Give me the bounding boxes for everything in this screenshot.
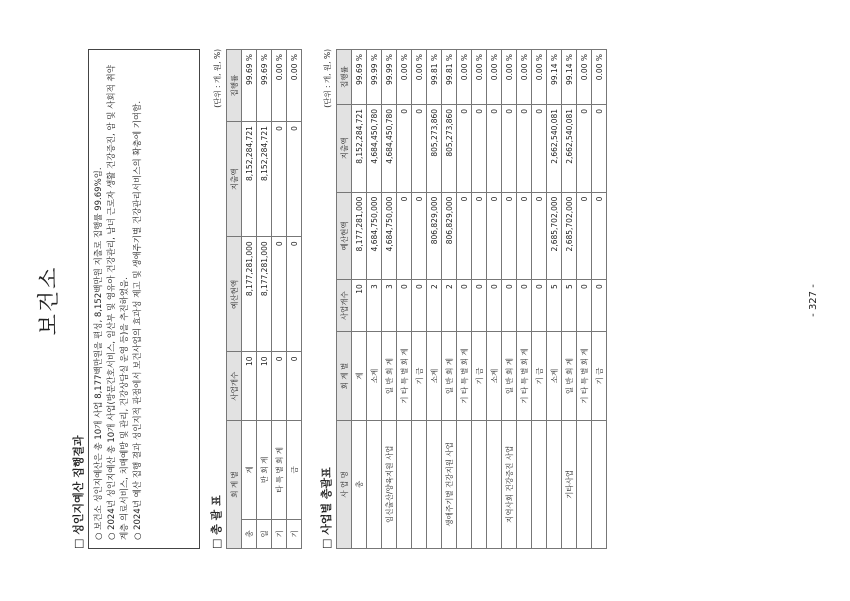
- table-cell: 4,684,450,780: [367, 104, 382, 192]
- table-cell: 8,152,284,721: [352, 104, 367, 192]
- table-row: [472, 50, 487, 549]
- table-cell: 소계: [367, 332, 382, 420]
- table-cell: 0: [502, 104, 517, 192]
- table-row: [412, 50, 427, 549]
- header-expenditure: 지출액: [337, 104, 352, 192]
- table-cell: 2: [442, 280, 457, 332]
- table-cell: 계: [242, 420, 257, 519]
- table-cell: 8,177,281,000: [352, 192, 367, 280]
- header-rate: 집행률: [227, 50, 242, 122]
- table-cell: 99.69 %: [352, 50, 367, 105]
- table-row: [562, 50, 577, 549]
- table-cell: 0: [577, 104, 592, 192]
- table-cell: 4,684,750,000: [382, 192, 397, 280]
- table-cell: 0.00 %: [532, 50, 547, 105]
- table-cell: 5: [547, 280, 562, 332]
- table-cell: 0: [502, 280, 517, 332]
- table-cell: 8,177,281,000: [242, 237, 257, 352]
- table-cell: 99.81 %: [442, 50, 457, 105]
- table-cell: 99.99 %: [367, 50, 382, 105]
- table-cell: 0: [287, 122, 302, 237]
- table-cell: 0: [487, 280, 502, 332]
- table-header-row: [337, 50, 352, 549]
- table-cell: 0.00 %: [457, 50, 472, 105]
- table-cell: 0: [592, 104, 607, 192]
- header-count: 사업개수: [227, 352, 242, 420]
- table-cell: 반 회 계: [257, 420, 272, 519]
- table-cell: 0: [592, 280, 607, 332]
- table-row: [442, 50, 457, 549]
- table-cell: 일: [257, 519, 272, 548]
- table-cell: 3: [382, 280, 397, 332]
- table-row: [242, 50, 257, 549]
- table-cell: 소계: [427, 332, 442, 420]
- table-cell: 기 타 특 별 회 계: [517, 332, 532, 420]
- table-cell: 8,152,284,721: [257, 122, 272, 237]
- table-cell: 2: [427, 280, 442, 332]
- summary-bullet: ○ 2024년 예산 집행 결과 성인지적 관점에서 보건사업의 효과성 제고 및 생애주기별 건강관리서비스의 확충에 기여함.: [133, 100, 143, 540]
- table-cell: 0.00 %: [487, 50, 502, 105]
- table-cell: 총: [352, 420, 367, 548]
- header-rate: 집행률: [337, 50, 352, 105]
- table-cell: 806,829,000: [427, 192, 442, 280]
- table-cell: 0.00 %: [472, 50, 487, 105]
- table-cell: 0: [457, 192, 472, 280]
- table-cell: 기: [272, 519, 287, 548]
- header-budget: 예산현액: [337, 192, 352, 280]
- table-cell: 3: [367, 280, 382, 332]
- table-cell: 0: [472, 192, 487, 280]
- table-cell: [367, 420, 382, 548]
- table-cell: 타 특 별 회 계: [272, 420, 287, 519]
- project-table: [336, 49, 607, 549]
- table-cell: 4,684,750,000: [367, 192, 382, 280]
- projects-unit-label: (단위 : 개, 원, %): [323, 49, 332, 108]
- table-cell: 10: [242, 352, 257, 420]
- table-cell: 금: [287, 420, 302, 519]
- table-row: [547, 50, 562, 549]
- table-cell: [517, 420, 532, 548]
- table-cell: 계: [352, 332, 367, 420]
- table-row: [272, 50, 287, 549]
- table-cell: [427, 420, 442, 548]
- table-cell: 0: [517, 192, 532, 280]
- table-cell: 99.81 %: [427, 50, 442, 105]
- section-heading-projects: □ 사업별 총괄표: [320, 467, 333, 549]
- table-cell: [547, 420, 562, 548]
- table-cell: 0: [517, 280, 532, 332]
- table-row: [532, 50, 547, 549]
- table-row: [577, 50, 592, 549]
- table-cell: 0.00 %: [412, 50, 427, 105]
- table-cell: 8,152,284,721: [242, 122, 257, 237]
- table-cell: 0.00 %: [397, 50, 412, 105]
- summary-bullet: ○ 2024년 성인지예산 총 10개 사업(방문간호서비스, 임산부 및 영유아 건강관리, 남녀 근로자 생활 건강증진, 암 및 사회적 취약계층 의료서비스, 치매예방 및 관리, 건강상담실 운영 등)을 추진하였음.: [107, 65, 130, 540]
- table-cell: 지역사회 건강증진 사업: [502, 420, 517, 548]
- table-cell: 기 금: [532, 332, 547, 420]
- table-cell: 0.00 %: [502, 50, 517, 105]
- table-cell: 기타사업: [562, 420, 577, 548]
- table-cell: 0.00 %: [577, 50, 592, 105]
- table-cell: 0: [472, 280, 487, 332]
- table-row: [592, 50, 607, 549]
- table-cell: 0: [397, 192, 412, 280]
- table-row: [487, 50, 502, 549]
- table-cell: 4,684,450,780: [382, 104, 397, 192]
- table-cell: 기 타 특 별 회 계: [397, 332, 412, 420]
- table-cell: 0: [397, 280, 412, 332]
- table-cell: 806,829,000: [442, 192, 457, 280]
- header-project: 사 업 명: [337, 420, 352, 548]
- table-cell: 총: [242, 519, 257, 548]
- table-row: [352, 50, 367, 549]
- table-cell: 기 금: [592, 332, 607, 420]
- table-cell: [592, 420, 607, 548]
- table-cell: 0: [457, 280, 472, 332]
- table-cell: 99.69 %: [242, 50, 257, 122]
- table-row: [517, 50, 532, 549]
- table-cell: 0: [412, 192, 427, 280]
- table-cell: 기 타 특 별 회 계: [577, 332, 592, 420]
- table-cell: 0.00 %: [272, 50, 287, 122]
- table-cell: 0: [592, 192, 607, 280]
- table-cell: [532, 420, 547, 548]
- summary-bullet: ○ 보건소 성인지예산은 총 10개 사업 8,177백만원을 편성, 8,152백만원 지출로 집행률 99.69%임.: [94, 167, 104, 540]
- header-account: 회 계 별: [227, 420, 242, 548]
- page-title: 보건소: [37, 265, 62, 336]
- table-cell: 0: [287, 237, 302, 352]
- page-number: - 327 -: [808, 284, 819, 317]
- table-cell: 99.69 %: [257, 50, 272, 122]
- table-cell: 0: [487, 104, 502, 192]
- table-cell: 0: [287, 352, 302, 420]
- table-cell: 0: [577, 192, 592, 280]
- table-cell: [472, 420, 487, 548]
- table-cell: 8,177,281,000: [257, 237, 272, 352]
- table-cell: 2,685,702,000: [547, 192, 562, 280]
- table-cell: 0: [472, 104, 487, 192]
- table-cell: 0: [272, 352, 287, 420]
- table-cell: 0.00 %: [517, 50, 532, 105]
- table-cell: [397, 420, 412, 548]
- table-cell: 일 반 회 계: [382, 332, 397, 420]
- table-cell: 2,662,540,081: [547, 104, 562, 192]
- table-cell: 일 반 회 계: [442, 332, 457, 420]
- table-row: [367, 50, 382, 549]
- table-cell: 99.99 %: [382, 50, 397, 105]
- table-cell: 0: [532, 104, 547, 192]
- table-row: [257, 50, 272, 549]
- table-cell: 0: [272, 237, 287, 352]
- table-cell: 805,273,860: [427, 104, 442, 192]
- table-cell: 0: [502, 192, 517, 280]
- overview-table: [226, 49, 302, 549]
- table-header-row: [227, 50, 242, 549]
- table-cell: 805,273,860: [442, 104, 457, 192]
- table-cell: 0: [517, 104, 532, 192]
- table-cell: 0: [397, 104, 412, 192]
- table-cell: 0: [412, 104, 427, 192]
- table-cell: 0: [577, 280, 592, 332]
- table-cell: [412, 420, 427, 548]
- table-cell: [487, 420, 502, 548]
- table-cell: 5: [562, 280, 577, 332]
- table-cell: 99.14 %: [562, 50, 577, 105]
- header-count: 사업개수: [337, 280, 352, 332]
- table-cell: 소계: [487, 332, 502, 420]
- table-row: [382, 50, 397, 549]
- table-cell: 기 금: [412, 332, 427, 420]
- table-cell: 0: [532, 192, 547, 280]
- header-budget: 예산현액: [227, 237, 242, 352]
- table-cell: 0: [487, 192, 502, 280]
- table-cell: 99.14 %: [547, 50, 562, 105]
- table-cell: 2,685,702,000: [562, 192, 577, 280]
- table-cell: 2,662,540,081: [562, 104, 577, 192]
- table-cell: 기: [287, 519, 302, 548]
- table-cell: 일 반 회 계: [562, 332, 577, 420]
- table-cell: 0: [412, 280, 427, 332]
- table-row: [397, 50, 412, 549]
- table-cell: 소계: [547, 332, 562, 420]
- table-cell: 0: [532, 280, 547, 332]
- table-cell: 0.00 %: [287, 50, 302, 122]
- table-cell: 일 반 회 계: [502, 332, 517, 420]
- table-cell: [577, 420, 592, 548]
- section-heading-overview: □ 총 괄 표: [210, 495, 223, 549]
- table-cell: 0: [457, 104, 472, 192]
- table-row: [457, 50, 472, 549]
- header-expenditure: 지출액: [227, 122, 242, 237]
- table-cell: 임신출산/양육지원 사업: [382, 420, 397, 548]
- table-cell: [457, 420, 472, 548]
- table-cell: 생애주기별 건강지원 사업: [442, 420, 457, 548]
- table-cell: 10: [257, 352, 272, 420]
- table-cell: 0: [272, 122, 287, 237]
- table-cell: 10: [352, 280, 367, 332]
- overview-unit-label: (단위 : 개, 원, %): [213, 49, 222, 108]
- table-cell: 0.00 %: [592, 50, 607, 105]
- table-row: [287, 50, 302, 549]
- table-row: [502, 50, 517, 549]
- table-row: [427, 50, 442, 549]
- table-cell: 기 금: [472, 332, 487, 420]
- section-heading-execution: □ 성인지예산 집행결과: [72, 435, 85, 549]
- header-account: 회 계 별: [337, 332, 352, 420]
- execution-summary-box: [88, 49, 200, 549]
- table-cell: 기 타 특 별 회 계: [457, 332, 472, 420]
